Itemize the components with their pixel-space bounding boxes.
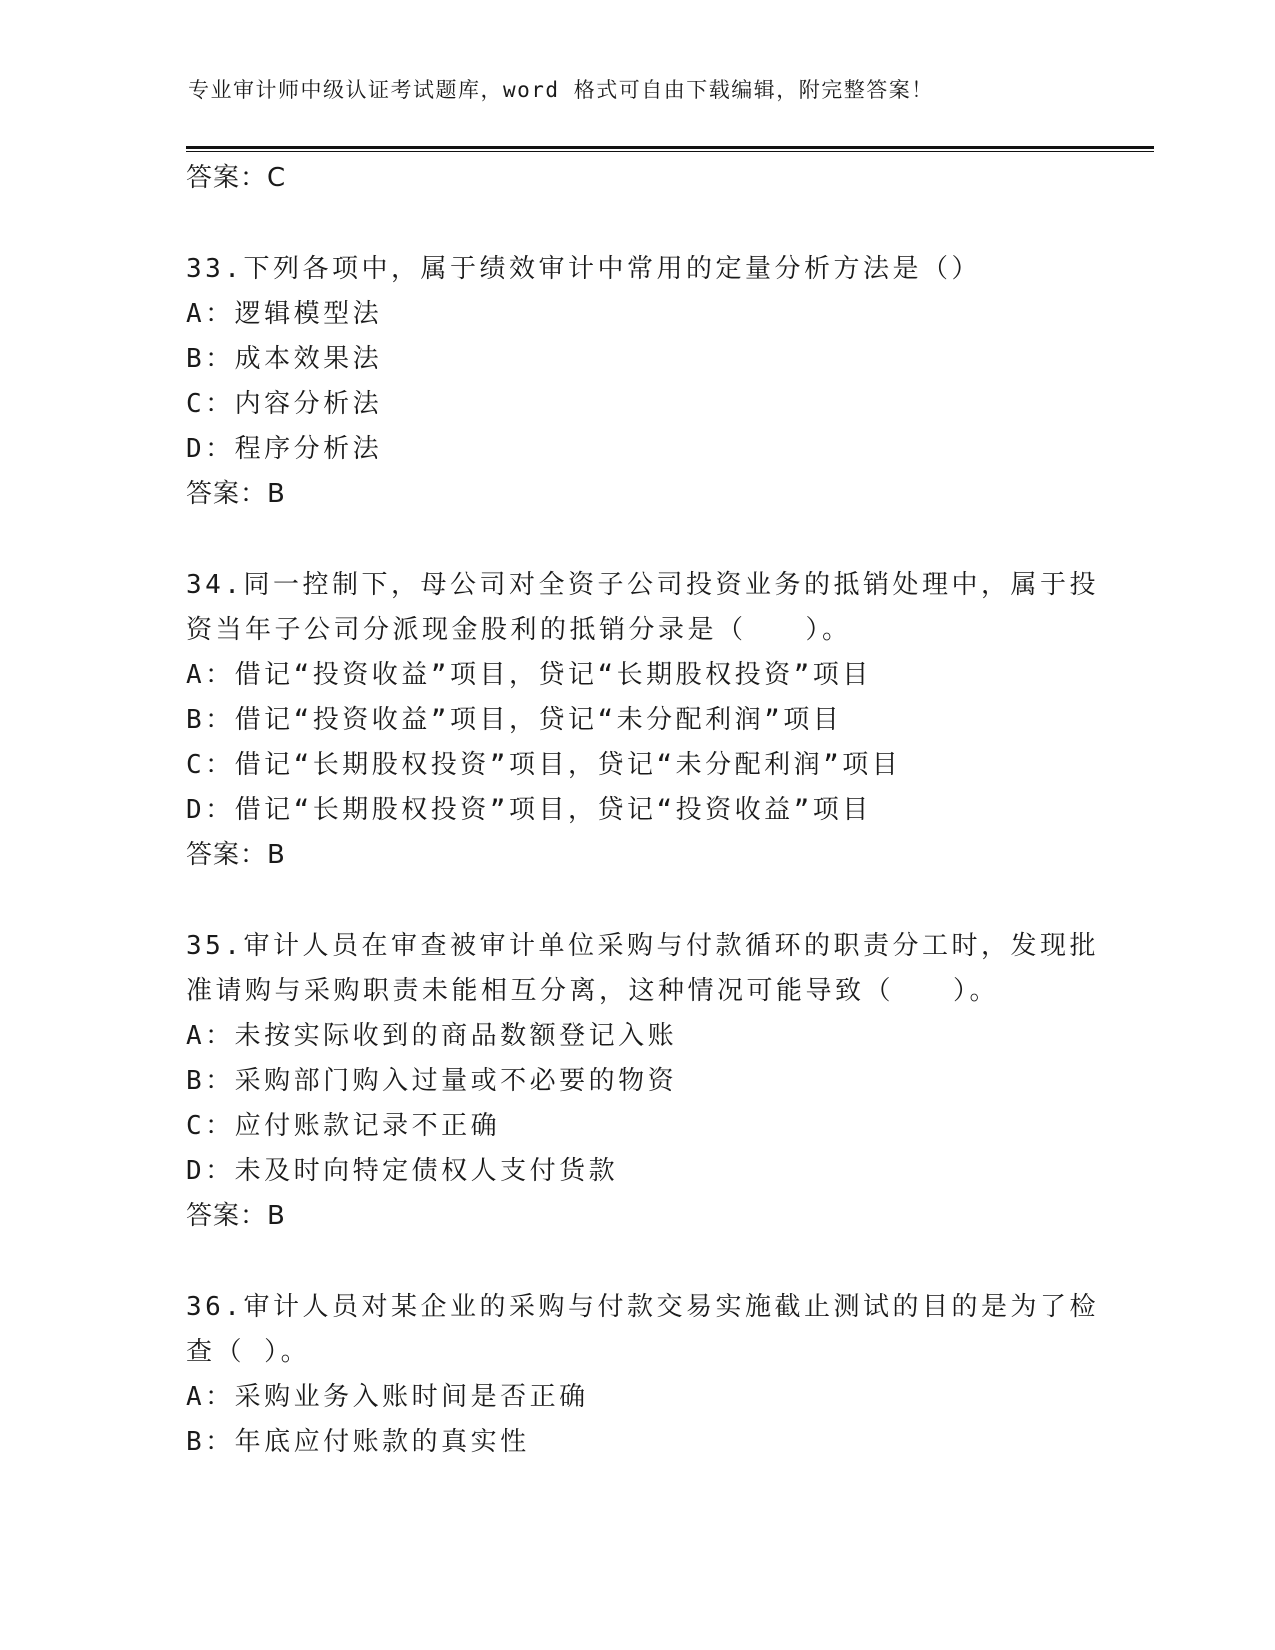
question-stem-continued: 查（ ）。	[186, 1337, 311, 1367]
option-c: C：借记“长期股权投资”项目，贷记“未分配利润”项目	[186, 750, 902, 780]
question-stem-continued: 准请购与采购职责未能相互分离，这种情况可能导致（ ）。	[186, 976, 1000, 1006]
question-block	[186, 1285, 1099, 1465]
option-d: D：程序分析法	[186, 434, 383, 464]
page-content	[186, 156, 1099, 1465]
option-c: C：应付账款记录不正确	[186, 1111, 501, 1141]
option-a: A：借记“投资收益”项目，贷记“长期股权投资”项目	[186, 660, 872, 690]
option-d: D：借记“长期股权投资”项目，贷记“投资收益”项目	[186, 795, 872, 825]
option-a: A：逻辑模型法	[186, 299, 383, 329]
option-a: A：未按实际收到的商品数额登记入账	[186, 1021, 678, 1051]
header-rule-thick	[186, 146, 1154, 149]
question-stem: 34.同一控制下，母公司对全资子公司投资业务的抵销处理中，属于投	[186, 570, 1099, 600]
question-stem: 36.审计人员对某企业的采购与付款交易实施截止测试的目的是为了检	[186, 1292, 1099, 1322]
question-gap	[186, 517, 1086, 563]
question-block	[186, 563, 1099, 878]
question-block	[186, 924, 1099, 1239]
option-c: C：内容分析法	[186, 389, 383, 419]
question-stem: 33.下列各项中，属于绩效审计中常用的定量分析方法是（）	[186, 254, 981, 284]
answer-line: 答案：B	[186, 479, 286, 509]
option-b: B：成本效果法	[186, 344, 383, 374]
question-block	[186, 247, 1086, 517]
answer-line: 答案：C	[186, 163, 287, 193]
answer-line: 答案：B	[186, 840, 286, 870]
header-rule-thin	[186, 151, 1154, 152]
question-stem-continued: 资当年子公司分派现金股利的抵销分录是（ ）。	[186, 615, 852, 645]
option-b: B：采购部门购入过量或不必要的物资	[186, 1066, 678, 1096]
question-stem: 35.审计人员在审查被审计单位采购与付款循环的职责分工时，发现批	[186, 931, 1099, 961]
option-a: A：采购业务入账时间是否正确	[186, 1382, 589, 1412]
option-b: B：借记“投资收益”项目，贷记“未分配利润”项目	[186, 705, 843, 735]
question-gap	[186, 1239, 1086, 1285]
page-header: 专业审计师中级认证考试题库，word 格式可自由下载编辑，附完整答案！	[188, 78, 934, 102]
question-gap	[186, 201, 1086, 247]
option-b: B：年底应付账款的真实性	[186, 1427, 530, 1457]
answer-line: 答案：B	[186, 1201, 286, 1231]
question-gap	[186, 878, 1086, 924]
option-d: D：未及时向特定债权人支付货款	[186, 1156, 619, 1186]
